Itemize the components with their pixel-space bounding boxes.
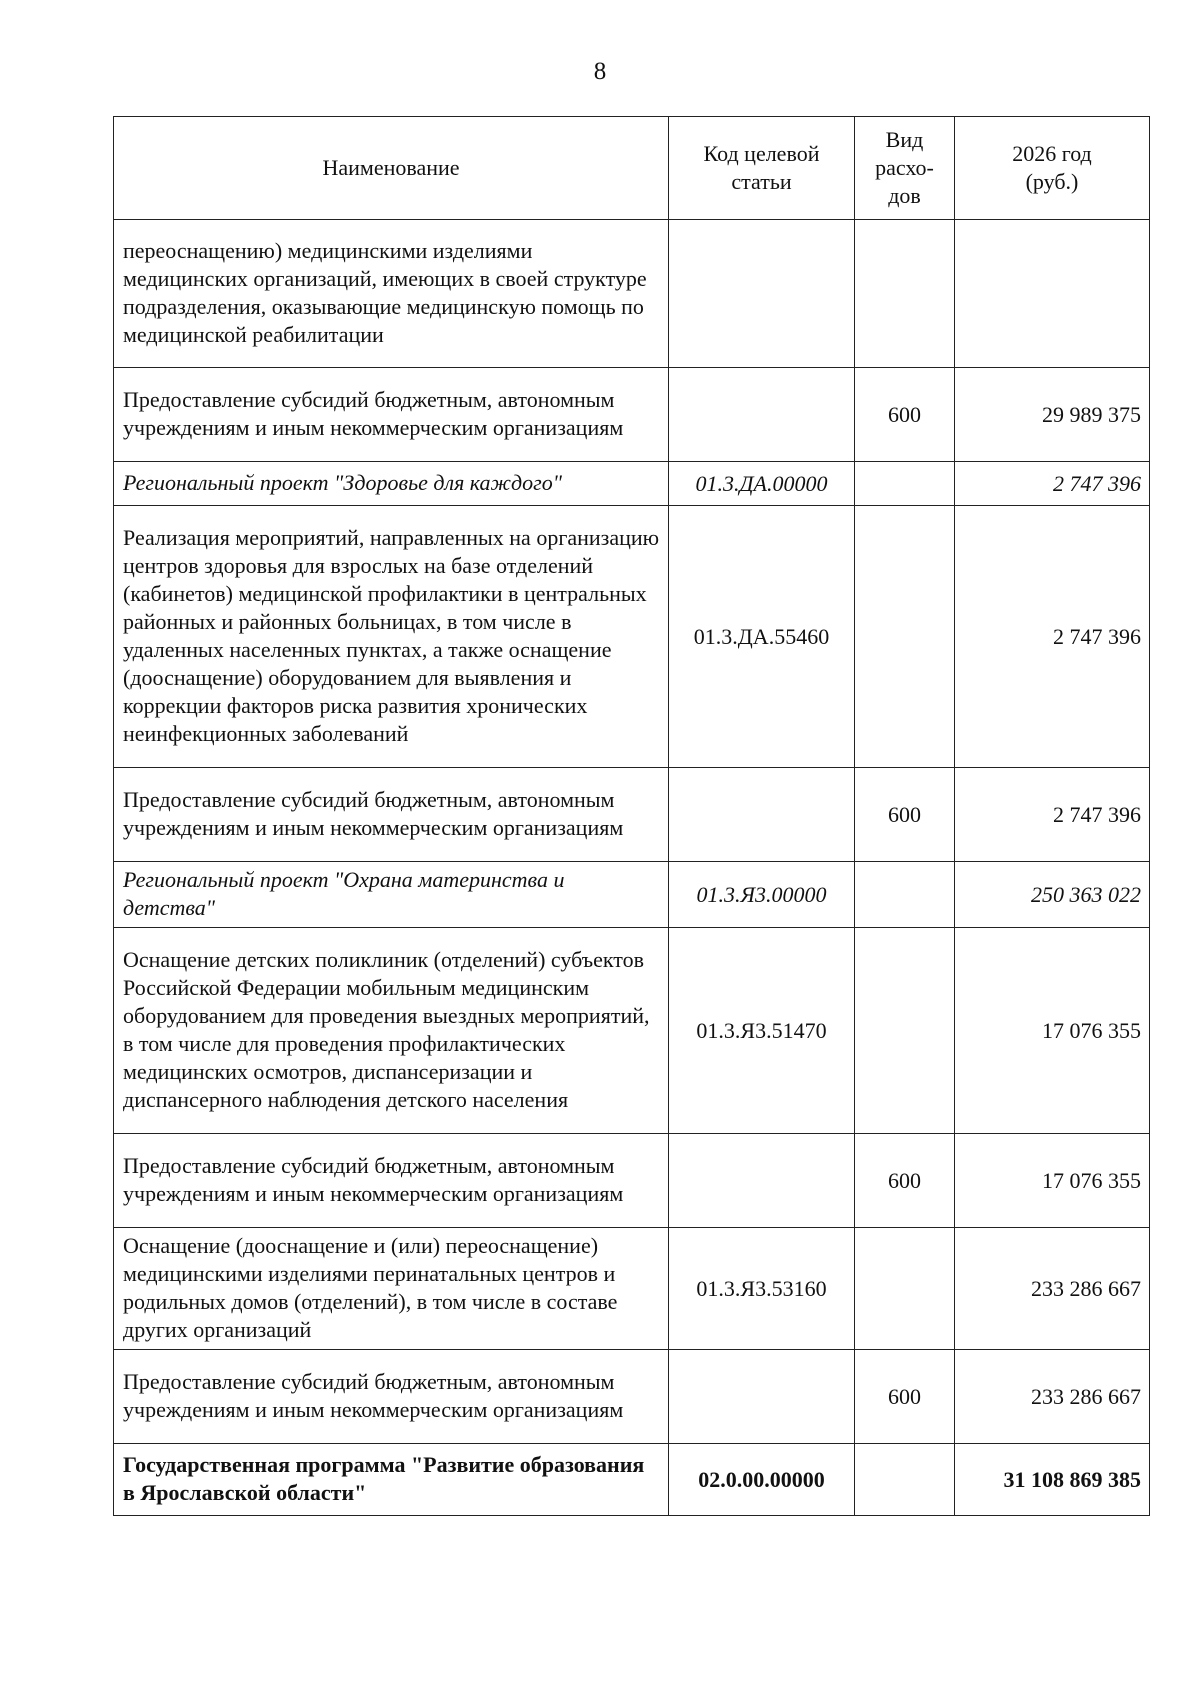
row-amount: 17 076 355 [955, 1134, 1150, 1228]
table-row [114, 220, 1150, 368]
row-kind [855, 506, 955, 768]
table-row [114, 506, 1150, 768]
table-row [114, 1444, 1150, 1516]
table-row [114, 1134, 1150, 1228]
table-row [114, 462, 1150, 506]
row-name: Реализация мероприятий, направленных на организацию центров здоровья для взрослых на базе отделений (кабинетов) медицинской профилактики в центральных районных и районных больницах, в том числе в удаленных населенных пунктах, а также оснащение (дооснащение) оборудованием для выявления и коррекции факторов риска развития хронических неинфекционных заболеваний [114, 506, 669, 768]
row-amount: 17 076 355 [955, 928, 1150, 1134]
row-kind [855, 462, 955, 506]
row-kind: 600 [855, 1350, 955, 1444]
header-kind: Вид расхо- дов [855, 117, 955, 220]
table-row [114, 862, 1150, 928]
table-row [114, 768, 1150, 862]
row-amount: 2 747 396 [955, 768, 1150, 862]
row-kind: 600 [855, 1134, 955, 1228]
row-code [669, 220, 855, 368]
row-amount: 2 747 396 [955, 506, 1150, 768]
table-header-row [114, 117, 1150, 220]
page-number: 8 [593, 58, 607, 85]
row-name: Предоставление субсидий бюджетным, автономным учреждениям и иным некоммерческим организациям [114, 768, 669, 862]
row-name: Предоставление субсидий бюджетным, автономным учреждениям и иным некоммерческим организациям [114, 1134, 669, 1228]
header-code: Код целевой статьи [669, 117, 855, 220]
row-name: Региональный проект "Здоровье для каждого" [114, 462, 669, 506]
header-amount: 2026 год (руб.) [955, 117, 1150, 220]
row-name: Оснащение детских поликлиник (отделений) субъектов Российской Федерации мобильным медицинским оборудованием для проведения выездных мероприятий, в том числе для проведения профилактических медицинских осмотров, диспансеризации и диспансерного наблюдения детского населения [114, 928, 669, 1134]
row-amount: 233 286 667 [955, 1350, 1150, 1444]
table-row [114, 1350, 1150, 1444]
table-row [114, 368, 1150, 462]
row-kind [855, 220, 955, 368]
row-code: 01.3.Я3.51470 [669, 928, 855, 1134]
row-code [669, 1350, 855, 1444]
row-code: 01.3.Я3.00000 [669, 862, 855, 928]
row-kind: 600 [855, 768, 955, 862]
row-amount [955, 220, 1150, 368]
row-code: 01.3.ДА.55460 [669, 506, 855, 768]
row-amount: 29 989 375 [955, 368, 1150, 462]
row-code: 01.3.ДА.00000 [669, 462, 855, 506]
row-kind [855, 928, 955, 1134]
row-amount: 233 286 667 [955, 1228, 1150, 1350]
row-name: Оснащение (дооснащение и (или) переоснащение) медицинскими изделиями перинатальных центров и родильных домов (отделений), в том числе в составе других организаций [114, 1228, 669, 1350]
header-name: Наименование [114, 117, 669, 220]
row-name: Предоставление субсидий бюджетным, автономным учреждениям и иным некоммерческим организациям [114, 368, 669, 462]
table-row [114, 928, 1150, 1134]
row-amount: 250 363 022 [955, 862, 1150, 928]
row-name: переоснащению) медицинскими изделиями медицинских организаций, имеющих в своей структуре подразделения, оказывающие медицинскую помощь по медицинской реабилитации [114, 220, 669, 368]
row-code [669, 768, 855, 862]
row-code [669, 1134, 855, 1228]
row-kind [855, 1444, 955, 1516]
row-code: 02.0.00.00000 [669, 1444, 855, 1516]
row-kind: 600 [855, 368, 955, 462]
row-kind [855, 862, 955, 928]
row-name: Региональный проект "Охрана материнства и детства" [114, 862, 669, 928]
table-row [114, 1228, 1150, 1350]
row-name: Предоставление субсидий бюджетным, автономным учреждениям и иным некоммерческим организациям [114, 1350, 669, 1444]
row-amount: 2 747 396 [955, 462, 1150, 506]
row-code: 01.3.Я3.53160 [669, 1228, 855, 1350]
budget-table [113, 116, 1150, 1516]
row-code [669, 368, 855, 462]
row-name: Государственная программа "Развитие образования в Ярославской области" [114, 1444, 669, 1516]
row-amount: 31 108 869 385 [955, 1444, 1150, 1516]
row-kind [855, 1228, 955, 1350]
